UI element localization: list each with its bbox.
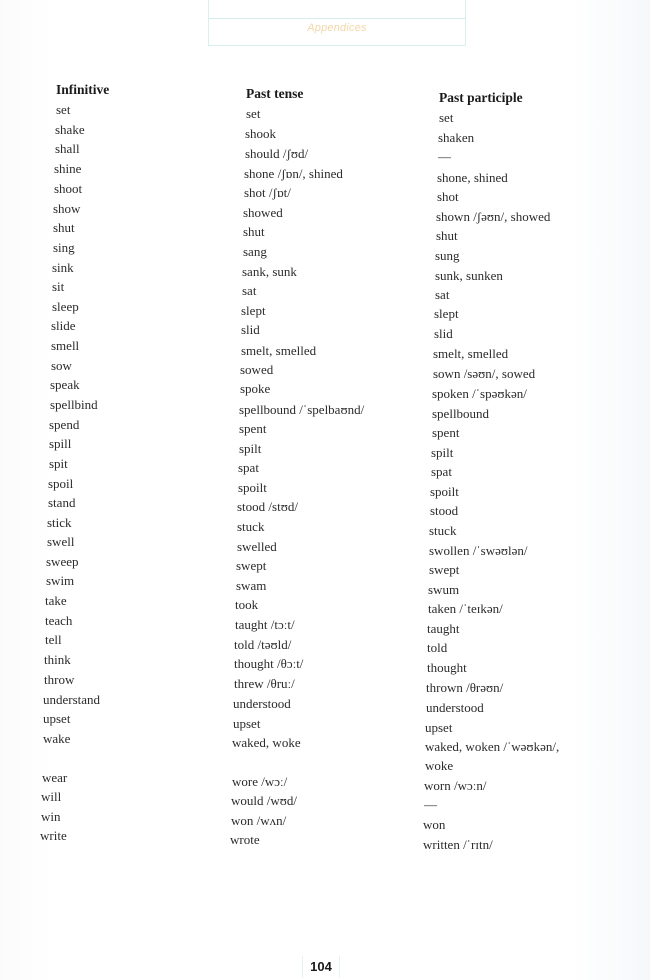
verb-form: shone, shined [437,170,508,185]
verb-form: spend [49,417,80,432]
verb-form: shown /ʃəʊn/, showed [436,209,551,224]
verb-form: wake [43,731,71,746]
verb-form: smelt, smelled [241,343,317,358]
verb-form: take [45,593,67,608]
verb-form: shaken [438,130,475,145]
header-rule [209,18,465,19]
verb-form: understood [426,700,484,715]
verb-form: sit [52,279,65,294]
column-heading: Infinitive [56,82,110,97]
verb-form: told [427,640,448,655]
verb-form: slid [434,326,453,341]
verb-form: waked, woke [232,735,301,750]
verb-form: set [56,102,71,117]
section-title: Appendices [307,22,367,34]
verb-form: understood [233,696,291,711]
verb-form: waked, woken /ˈwəʊkən/, [425,739,560,754]
verb-form: sunk, sunken [435,268,503,283]
verb-form: sat [435,287,450,302]
verb-form: stuck [429,523,457,538]
verb-form: wear [42,770,68,785]
verb-form: shut [53,220,75,235]
verb-form: spellbind [50,397,98,412]
verb-form: thought [427,660,467,675]
verb-form: shall [55,141,80,156]
verb-form: would /wʊd/ [231,793,297,808]
verb-form: swam [236,578,267,593]
verb-form: shook [245,126,277,141]
verb-form: shot [437,189,459,204]
verb-form: taught /tɔːt/ [235,617,295,632]
verb-form: spoilt [238,480,267,495]
verb-form: upset [43,711,71,726]
verb-form: swept [429,562,460,577]
verb-form: sing [53,240,75,255]
verb-form: spent [432,425,460,440]
verb-form: spellbound /ˈspelbaʊnd/ [239,402,365,417]
verb-form: tell [45,632,62,647]
verb-form: worn /wɔːn/ [424,778,487,793]
verb-form: should /ʃʊd/ [245,146,309,161]
verb-form: spent [239,421,267,436]
verb-form: swum [428,582,460,597]
verb-form: written /ˈrɪtn/ [423,837,493,852]
verb-form: spoke [240,381,271,396]
verb-form: swim [46,573,75,588]
verb-form: will [41,789,62,804]
verb-form: — [438,149,451,164]
verb-form: took [235,597,259,612]
verb-form: spat [238,460,259,475]
verb-form: spoilt [430,484,459,499]
verb-form: sow [51,358,72,373]
verb-form: stick [47,515,72,530]
verb-form: shot /ʃɒt/ [244,185,291,200]
verb-form: spat [431,464,452,479]
verb-form: speak [50,377,80,392]
verb-form: win [41,809,61,824]
running-header [208,0,466,46]
verb-form: spilt [431,445,454,460]
verb-form: slept [434,306,459,321]
verb-form: understand [43,692,101,707]
verb-form: upset [425,720,453,735]
verb-form: showed [243,205,283,220]
verb-form: woke [425,758,454,773]
verb-form: swollen /ˈswəʊlən/ [429,543,528,558]
verb-form: spoil [48,476,74,491]
verb-form: throw [44,672,75,687]
verb-form: shut [243,224,265,239]
verb-form: shine [54,161,82,176]
verb-form: stood /stʊd/ [237,499,298,514]
verb-form: taught [427,621,460,636]
verb-form: show [53,201,81,216]
verb-form: spoken /ˈspəʊkən/ [432,386,527,401]
verb-form: smell [51,338,80,353]
verb-form: told /təʊld/ [234,637,292,652]
verb-form: stuck [237,519,265,534]
verb-form: swell [47,534,75,549]
verb-form: stand [48,495,76,510]
verb-form: upset [233,716,261,731]
verb-form: thrown /θrəʊn/ [426,680,504,695]
page-number: 104 [302,956,340,978]
verb-form: wore /wɔː/ [232,774,288,789]
verb-form: sowed [240,362,274,377]
verb-form: spit [49,456,68,471]
verb-form: spellbound [432,406,490,421]
verb-form: slide [51,318,76,333]
verb-form: sweep [46,554,79,569]
verb-form: shoot [54,181,83,196]
verb-form: threw /θruː/ [234,676,295,691]
verb-form: taken /ˈteɪkən/ [428,601,503,616]
verb-form: stood [430,503,459,518]
verb-form: won /wʌn/ [231,813,287,828]
verb-form: write [40,828,67,843]
verb-form: sank, sunk [242,264,297,279]
column-heading: Past tense [246,86,304,101]
verb-form: — [424,797,437,812]
verb-form: sleep [52,299,79,314]
verb-form: sat [242,283,257,298]
verb-form: swept [236,558,267,573]
verb-form: set [246,106,261,121]
verb-form: shut [436,228,458,243]
verb-form: swelled [237,539,277,554]
verb-form: spill [49,436,72,451]
verb-form: think [44,652,71,667]
verb-form: slept [241,303,266,318]
verb-form: sang [243,244,267,259]
verb-form: smelt, smelled [433,346,509,361]
verb-form: set [439,110,454,125]
verb-form: wrote [230,832,260,847]
verb-form: thought /θɔːt/ [234,656,304,671]
verb-form: shake [55,122,85,137]
verb-form: slid [241,322,260,337]
column-heading: Past participle [439,90,523,105]
verb-form: shone /ʃɒn/, shined [244,166,343,181]
verb-form: sown /səʊn/, sowed [433,366,536,381]
verb-form: sung [435,248,460,263]
verb-form: sink [52,260,74,275]
verb-form: won [423,817,446,832]
verb-form: teach [45,613,73,628]
verb-form: spilt [239,441,262,456]
